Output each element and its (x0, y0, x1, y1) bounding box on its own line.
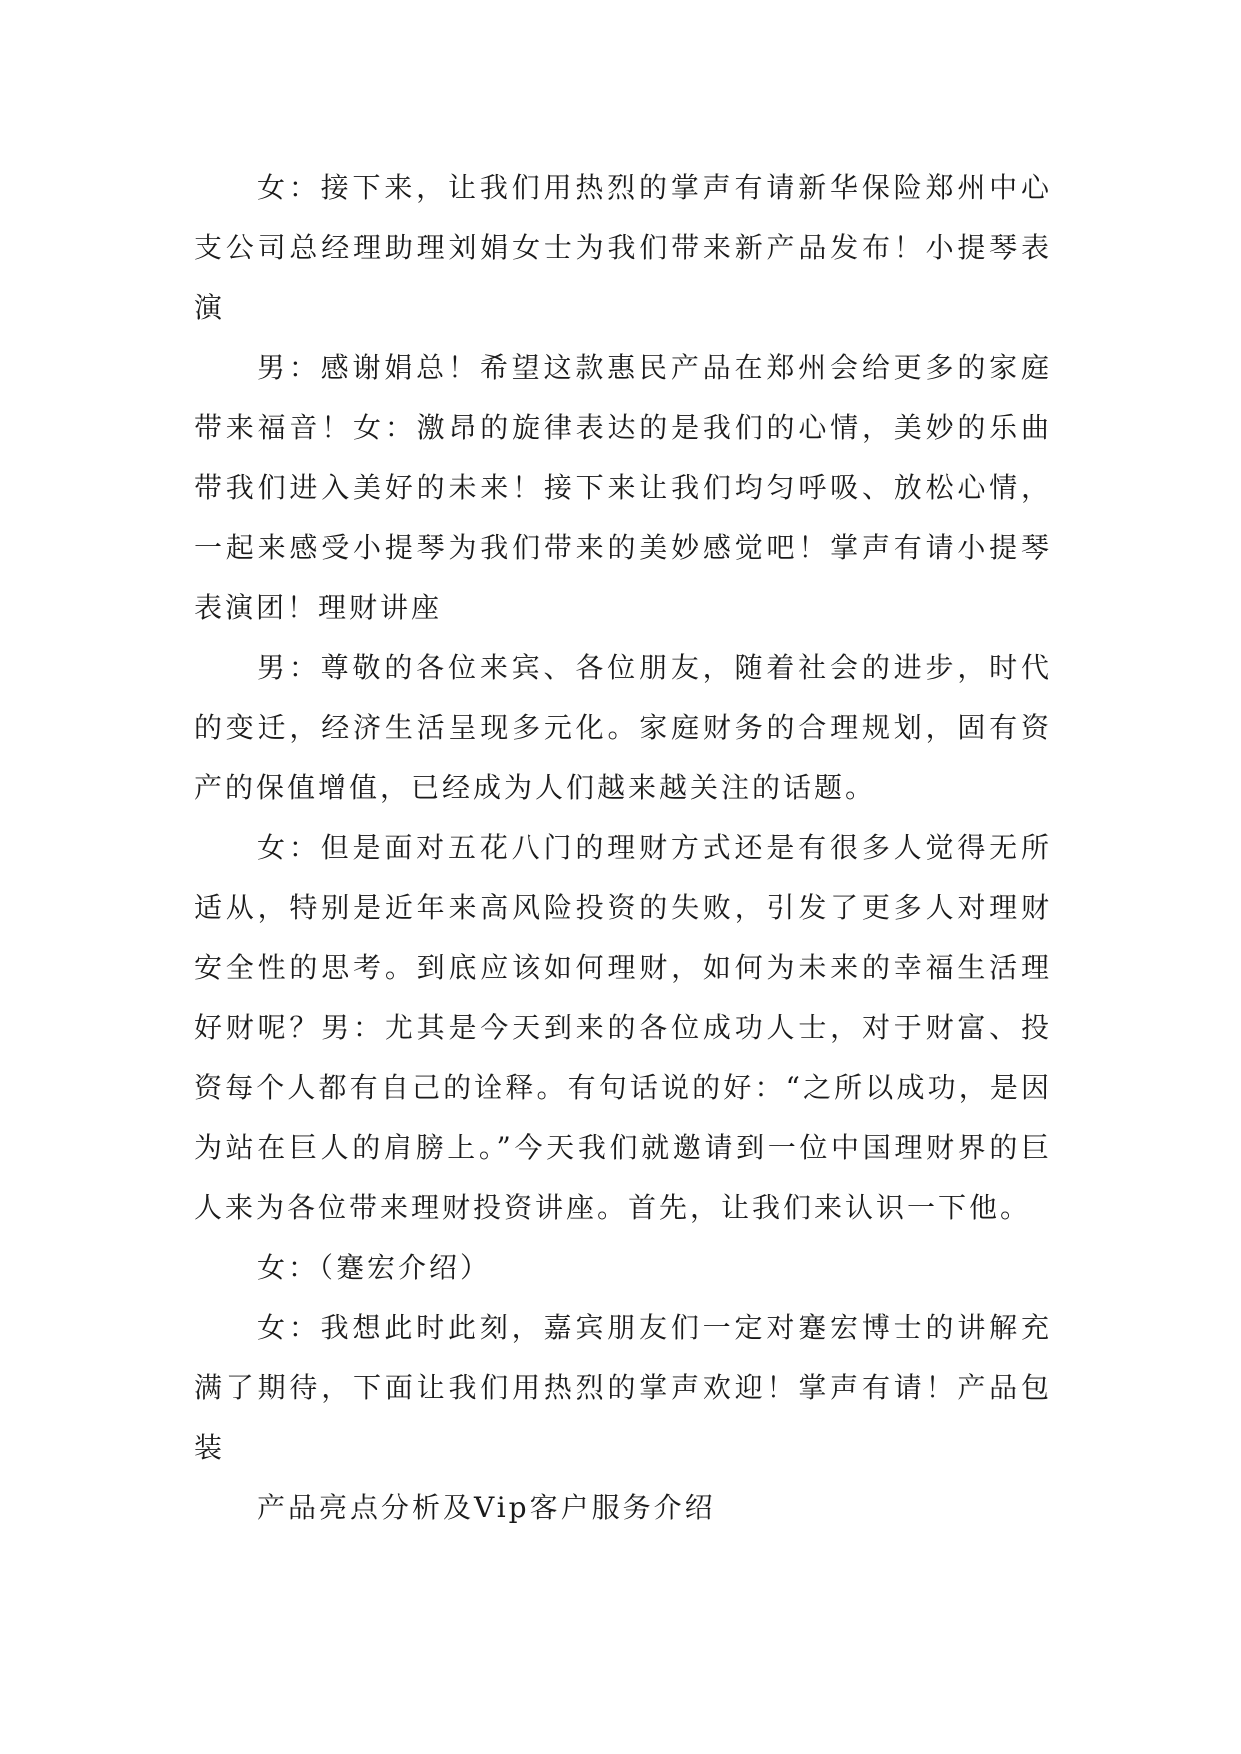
paragraph-2: 男：感谢娟总！希望这款惠民产品在郑州会给更多的家庭带来福音！女：激昂的旋律表达的是我们的心情，美妙的乐曲带我们进入美好的未来！接下来让我们均匀呼吸、放松心情，一起来感受小提琴为我们带来的美妙感觉吧！掌声有请小提琴表演团！理财讲座 (194, 351, 1052, 624)
paragraph-5: 女：（蹇宏介绍） (257, 1251, 492, 1284)
paragraph-4: 女：但是面对五花八门的理财方式还是有很多人觉得无所适从，特别是近年来高风险投资的失败，引发了更多人对理财安全性的思考。到底应该如何理财，如何为未来的幸福生活理好财呢？男：尤其是今天到来的各位成功人士，对于财富、投资每个人都有自己的诠释。有句话说的好：“之所以成功，是因为站在巨人的肩膀上。”今天我们就邀请到一位中国理财界的巨人来为各位带来理财投资讲座。首先，让我们来认识一下他。 (194, 831, 1052, 1224)
document-body (194, 158, 1052, 1538)
paragraph-6: 女：我想此时此刻，嘉宾朋友们一定对蹇宏博士的讲解充满了期待，下面让我们用热烈的掌声欢迎！掌声有请！产品包装 (194, 1311, 1052, 1464)
paragraph-3: 男：尊敬的各位来宾、各位朋友，随着社会的进步，时代的变迁，经济生活呈现多元化。家庭财务的合理规划，固有资产的保值增值，已经成为人们越来越关注的话题。 (194, 651, 1052, 804)
paragraph-7: 产品亮点分析及Vip客户服务介绍 (257, 1491, 716, 1524)
paragraph-1: 女：接下来，让我们用热烈的掌声有请新华保险郑州中心支公司总经理助理刘娟女士为我们带来新产品发布！小提琴表演 (194, 171, 1052, 324)
